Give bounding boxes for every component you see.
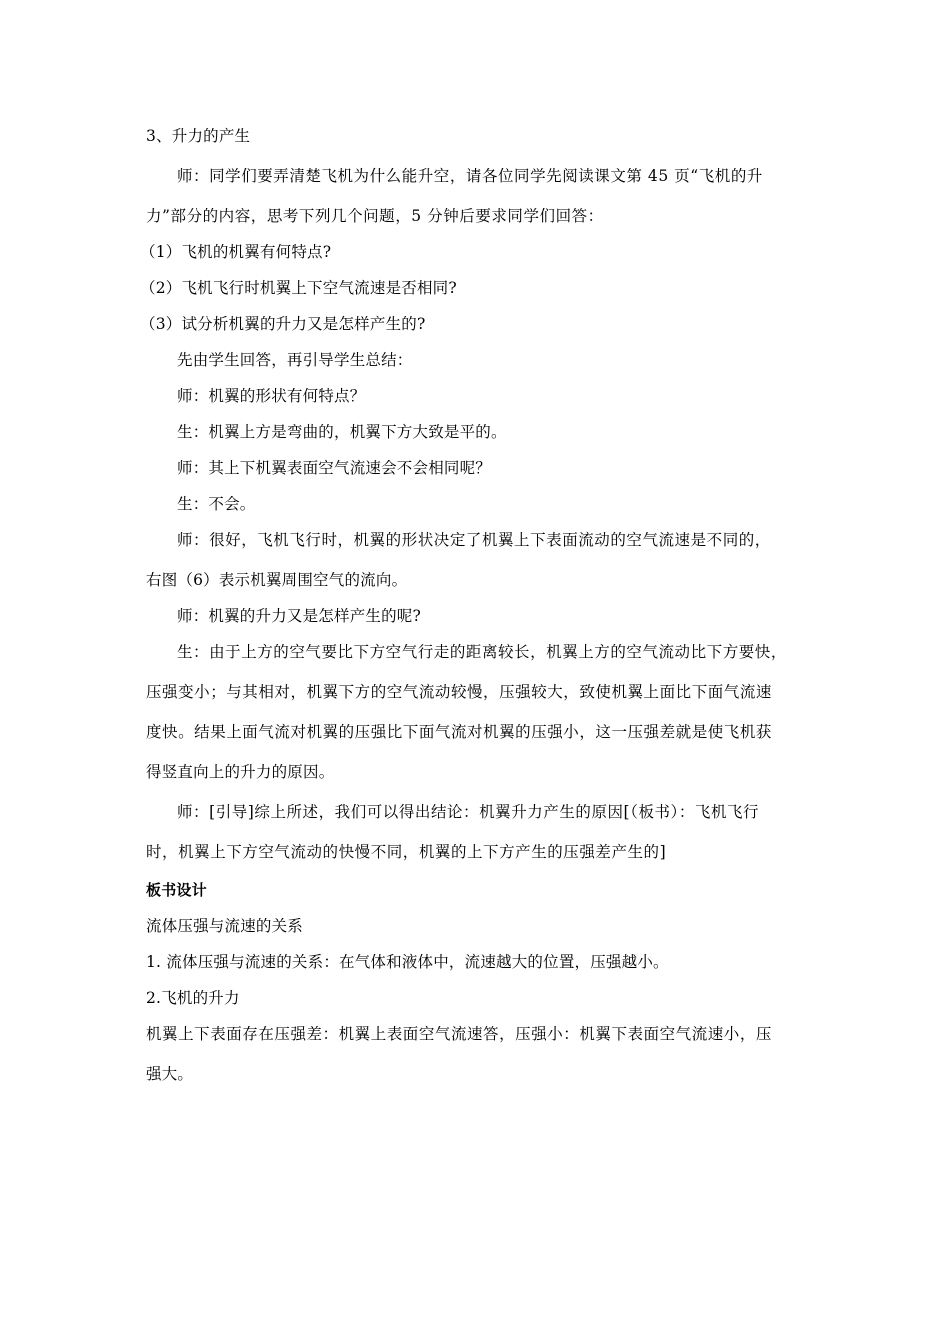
teacher-intro-line-1: 师：同学们要弄清楚飞机为什么能升空，请各位同学先阅读课文第 45 页“飞机的升 xyxy=(177,167,763,185)
teacher-good-line-2: 右图（6）表示机翼周围空气的流向。 xyxy=(146,571,408,589)
student-answer-line: 生：由于上方的空气要比下方空气行走的距离较长，机翼上方的空气流动比下方要快， xyxy=(177,643,787,661)
guide-text: 先由学生回答，再引导学生总结： xyxy=(177,351,413,369)
teacher-ask: 师：机翼的升力又是怎样产生的呢? xyxy=(177,607,422,625)
board-item-2-detail: 机翼上下表面存在压强差：机翼上表面空气流速答，压强小：机翼下表面空气流速小，压 xyxy=(146,1025,772,1043)
dialogue-line: 生：不会。 xyxy=(177,495,256,513)
question-2: （2）飞机飞行时机翼上下空气流速是否相同? xyxy=(140,279,457,297)
board-title: 流体压强与流速的关系 xyxy=(146,917,304,935)
board-design-heading: 板书设计 xyxy=(146,881,207,899)
student-answer-line: 压强变小；与其相对，机翼下方的空气流动较慢，压强较大，致使机翼上面比下面气流速 xyxy=(146,683,772,701)
student-answer-line: 得竖直向上的升力的原因。 xyxy=(146,763,335,781)
teacher-good-line-1: 师：很好，飞机飞行时，机翼的形状决定了机翼上下表面流动的空气流速是不同的， xyxy=(177,531,771,549)
dialogue-line: 生：机翼上方是弯曲的，机翼下方大致是平的。 xyxy=(177,423,507,441)
question-3: （3）试分析机翼的升力又是怎样产生的? xyxy=(140,315,426,333)
teacher-intro-line-2: 力”部分的内容，思考下列几个问题，5 分钟后要求同学们回答： xyxy=(146,207,604,225)
section-heading-lift: 3、升力的产生 xyxy=(146,127,251,145)
conclusion-line: 师：[引导]综上所述，我们可以得出结论：机翼升力产生的原因[（板书）：飞机飞行 xyxy=(177,803,760,821)
conclusion-line: 时，机翼上下方空气流动的快慢不同，机翼的上下方产生的压强差产生的] xyxy=(146,843,667,861)
dialogue-line: 师：机翼的形状有何特点？ xyxy=(177,387,366,405)
board-item-1: 1. 流体压强与流速的关系：在气体和液体中，流速越大的位置，压强越小。 xyxy=(146,953,669,971)
board-item-2: 2.飞机的升力 xyxy=(146,989,240,1007)
student-answer-line: 度快。结果上面气流对机翼的压强比下面气流对机翼的压强小，这一压强差就是使飞机获 xyxy=(146,723,772,741)
board-item-2-detail: 强大。 xyxy=(146,1065,194,1083)
question-1: （1）飞机的机翼有何特点? xyxy=(140,243,332,261)
dialogue-line: 师：其上下机翼表面空气流速会不会相同呢？ xyxy=(177,459,492,477)
